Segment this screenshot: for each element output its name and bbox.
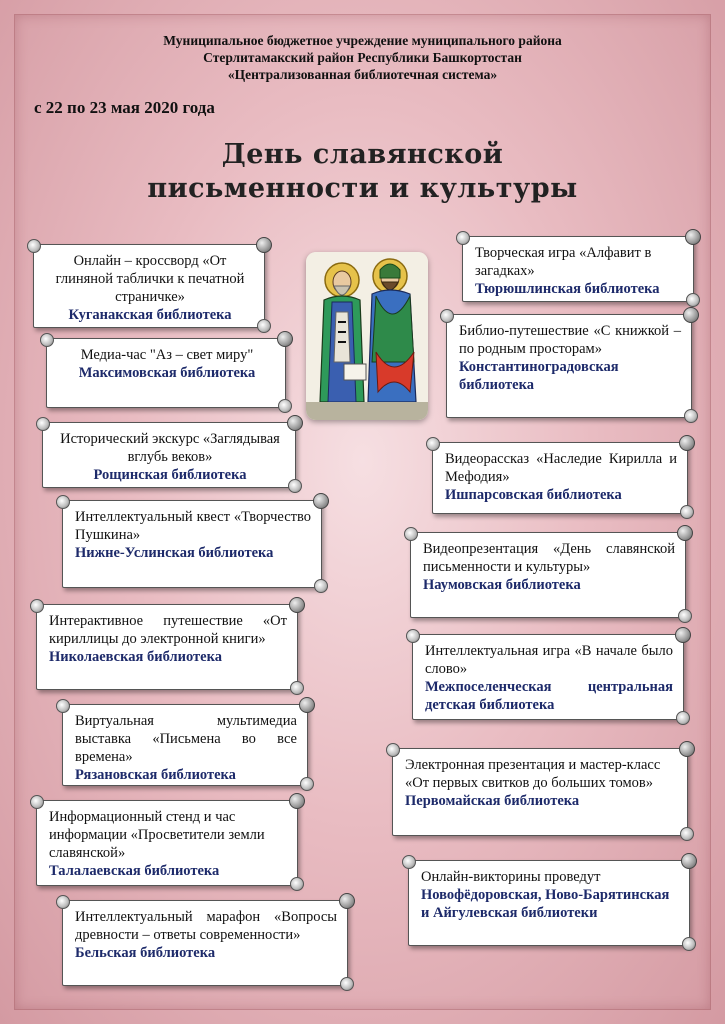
event-text: Интеллектуальный квест «Творчество Пушкина» (75, 509, 311, 543)
event-scroll-left-7 (36, 800, 298, 886)
event-text: Онлайн-викторины проведут (421, 869, 601, 885)
library-name: Межпоселенческая центральная детская библиотека (425, 679, 673, 713)
event-scroll-right-1 (462, 236, 694, 302)
library-name: Первомайская библиотека (405, 793, 580, 809)
event-scroll-left-6 (62, 704, 308, 786)
event-scroll-left-4 (62, 500, 322, 588)
event-text: Интерактивное путешествие «От кириллицы до электронной книги» (49, 613, 287, 647)
header-line-3: «Централизованная библиотечная система» (227, 67, 498, 82)
library-name: Талалаевская библиотека (49, 863, 220, 879)
event-text: Творческая игра «Алфавит в загадках» (475, 245, 652, 279)
library-name: Рощинская библиотека (93, 467, 247, 483)
event-scroll-left-5 (36, 604, 298, 690)
event-scroll-right-3 (432, 442, 688, 514)
title-line-1: День славянской (221, 139, 504, 170)
event-scroll-right-7 (408, 860, 690, 946)
page-title (0, 138, 725, 206)
event-scroll-right-4 (410, 532, 686, 618)
event-scroll-right-2 (446, 314, 692, 418)
library-name: Рязановская библиотека (75, 767, 236, 783)
event-text: Видеорассказ «Наследие Кирилла и Мефодия» (445, 451, 677, 485)
event-text: Виртуальная мультимедиа выставка «Письмена во все времена» (75, 713, 297, 765)
title-line-2: письменности и культуры (147, 173, 578, 204)
cyril-methodius-icon (306, 252, 428, 420)
event-scroll-left-2 (46, 338, 286, 408)
event-text: Библио-путешествие «С книжкой – по родным просторам» (459, 323, 681, 357)
event-scroll-right-5 (412, 634, 684, 720)
event-scroll-left-1 (33, 244, 265, 328)
event-text: Исторический экскурс «Заглядывая вглубь веков» (60, 431, 280, 465)
library-name: Куганакская библиотека (68, 307, 232, 323)
header-line-1: Муниципальное бюджетное учреждение муниципального района (163, 33, 562, 48)
library-name: Максимовская библиотека (78, 365, 256, 381)
event-scroll-left-8 (62, 900, 348, 986)
library-name: Новофёдоровская, Ново-Барятинская и Айгулевская библиотеки (421, 887, 670, 921)
library-name: Наумовская библиотека (423, 577, 581, 593)
library-name: Нижне-Услинская библиотека (75, 545, 274, 561)
event-scroll-right-6 (392, 748, 688, 836)
library-name: Тюрюшлинская библиотека (475, 281, 660, 297)
event-scroll-left-3 (42, 422, 296, 488)
event-text: Интеллектуальный марафон «Вопросы древности – ответы современности» (75, 909, 337, 943)
organization-header (0, 32, 725, 83)
event-text: Медиа-час "Аз – свет миру" (80, 347, 254, 363)
event-text: Электронная презентация и мастер-класс «От первых свитков до больших томов» (405, 757, 661, 791)
event-text: Интеллектуальная игра «В начале было слово» (425, 643, 673, 677)
header-line-2: Стерлитамакский район Республики Башкортостан (203, 50, 522, 65)
library-name: Николаевская библиотека (49, 649, 222, 665)
library-name: Константиноградовская библиотека (459, 359, 619, 393)
event-text: Видеопрезентация «День славянской письменности и культуры» (423, 541, 675, 575)
event-text: Онлайн – кроссворд «От глиняной таблички к печатной страничке» (55, 253, 245, 305)
saints-icon-image (306, 252, 428, 420)
library-name: Ишпарсовская библиотека (445, 487, 622, 503)
event-text: Информационный стенд и час информации «Просветители земли славянской» (49, 809, 265, 861)
event-dates: с 22 по 23 мая 2020 года (34, 98, 215, 117)
library-name: Бельская библиотека (75, 945, 216, 961)
